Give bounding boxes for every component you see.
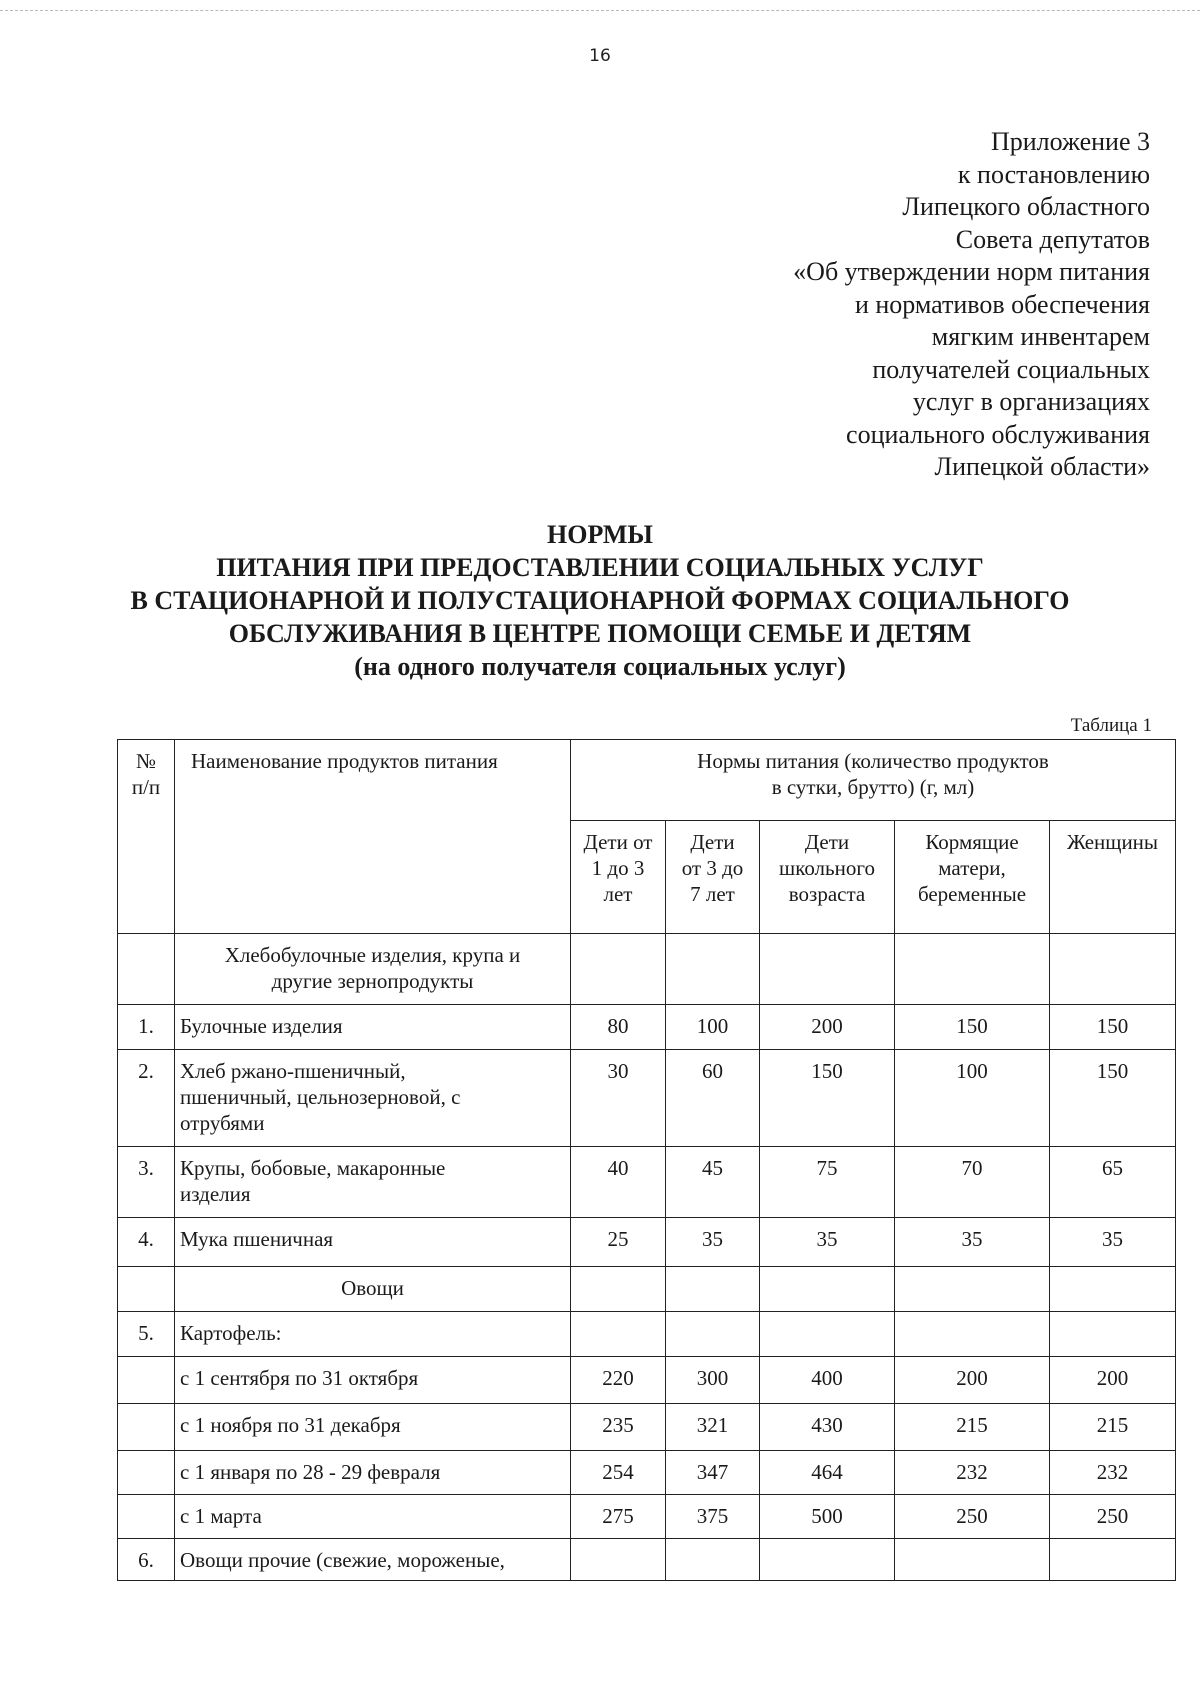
table-row [118,1218,1176,1267]
norm-value [760,1267,895,1312]
norm-value: 35 [666,1218,760,1267]
appendix-line: Совета депутатов [955,224,1150,254]
norm-value [1050,1312,1176,1357]
group-header-cell [1050,821,1176,934]
product-name [175,1495,571,1539]
norm-value: 150 [760,1050,895,1147]
norm-value [571,1312,666,1357]
norm-value: 45 [666,1147,760,1218]
product-name-line: Хлеб ржано-пшеничный, [180,1059,406,1083]
norm-value: 300 [666,1357,760,1404]
group-header-line: Женщины [1066,830,1159,854]
norm-value: 321 [666,1404,760,1451]
row-number [118,1495,175,1539]
row-number [118,1267,175,1312]
group-header-cell [760,821,895,934]
table-row [118,1404,1176,1451]
row-number: 5. [118,1312,175,1357]
document-title [0,518,1200,683]
norm-value: 35 [1050,1218,1176,1267]
norm-value: 60 [666,1050,760,1147]
title-line: (на одного получателя социальных услуг) [354,652,846,681]
norm-value: 235 [571,1404,666,1451]
product-name-line: с 1 ноября по 31 декабря [180,1413,401,1437]
table-row [118,1357,1176,1404]
appendix-line: Липецкого областного [902,192,1150,221]
product-name-line: другие зернопродукты [271,969,474,993]
group-header-line: Дети [804,830,850,854]
table-row [118,1312,1176,1357]
table-row [118,1495,1176,1539]
table-label: Таблица 1 [1070,715,1152,736]
appendix-line: Липецкой области» [934,452,1150,481]
norm-value: 215 [1050,1404,1176,1451]
header-norms [571,740,1176,821]
row-number [118,1451,175,1495]
appendix-line: услуг в организациях [912,387,1150,416]
norm-value: 215 [895,1404,1050,1451]
norm-value: 35 [895,1218,1050,1267]
norm-value: 200 [760,1005,895,1050]
norm-value: 150 [895,1005,1050,1050]
product-name-line: Картофель: [180,1321,282,1345]
product-name [175,1050,571,1147]
section-heading [175,1267,571,1312]
group-header-line: Дети от [583,830,653,854]
table-row [118,1005,1176,1050]
appendix-line: Приложение 3 [990,127,1150,156]
norm-value [895,1539,1050,1581]
product-name [175,1539,571,1581]
product-name-line: отрубями [180,1111,265,1135]
norm-value: 232 [895,1451,1050,1495]
group-header-line: Дети [690,830,735,854]
group-header-line: от 3 до [681,856,744,880]
norm-value [895,934,1050,1005]
product-name-line: Крупы, бобовые, макаронные [180,1156,446,1180]
group-header-line: 7 лет [690,882,735,906]
norm-value [895,1267,1050,1312]
norm-value [895,1312,1050,1357]
header-number-line-1: № [135,749,157,773]
row-number [118,934,175,1005]
norm-value [760,1539,895,1581]
group-header-line: матери, [938,856,1006,880]
appendix-line: и нормативов обеспечения [854,289,1150,319]
product-name-line: с 1 сентября по 31 октября [180,1366,419,1390]
appendix-line: к постановлению [957,159,1150,189]
norm-value [571,934,666,1005]
norm-value: 40 [571,1147,666,1218]
norm-value: 232 [1050,1451,1176,1495]
norm-value [1050,1267,1176,1312]
product-name [175,1312,571,1357]
norm-value: 400 [760,1357,895,1404]
table-row [118,1539,1176,1581]
appendix-line: получателей социальных [872,354,1150,384]
norm-value: 80 [571,1005,666,1050]
norm-value: 500 [760,1495,895,1539]
norm-value [760,1312,895,1357]
product-name-line: Булочные изделия [180,1014,343,1038]
group-header-line: возраста [788,882,866,906]
row-number [118,1404,175,1451]
group-header-line: Кормящие [925,830,1019,854]
norm-value: 70 [895,1147,1050,1218]
product-name-line: Овощи прочие (свежие, мороженые, [180,1548,505,1572]
product-name-line: изделия [180,1182,251,1206]
norm-value: 100 [895,1050,1050,1147]
norm-value: 150 [1050,1050,1176,1147]
group-header-cell [666,821,760,934]
row-number [118,1357,175,1404]
group-header-line: школьного [779,856,875,880]
product-name [175,1005,571,1050]
product-name-line: с 1 января по 28 - 29 февраля [180,1460,441,1484]
norm-value: 100 [666,1005,760,1050]
row-number: 1. [118,1005,175,1050]
table-row [118,934,1176,1005]
product-name-line: пшеничный, цельнозерновой, с [180,1085,461,1109]
norm-value: 220 [571,1357,666,1404]
product-name [175,1357,571,1404]
page-top-border [0,10,1200,11]
product-name [175,1218,571,1267]
norm-value: 250 [1050,1495,1176,1539]
product-name-line: Хлебобулочные изделия, крупа и [224,943,521,967]
title-line: ОБСЛУЖИВАНИЯ В ЦЕНТРЕ ПОМОЩИ СЕМЬЕ И ДЕТЯМ [228,619,972,648]
norm-value: 430 [760,1404,895,1451]
group-header-cell [895,821,1050,934]
norm-value: 65 [1050,1147,1176,1218]
norm-value: 30 [571,1050,666,1147]
group-header-cell [571,821,666,934]
title-line: НОРМЫ [547,520,653,549]
norm-value: 75 [760,1147,895,1218]
norm-value [1050,934,1176,1005]
appendix-line: социального обслуживания [846,419,1150,449]
table-row [118,1267,1176,1312]
norm-value: 150 [1050,1005,1176,1050]
group-header-line: 1 до 3 [591,856,645,880]
norm-value [666,1312,760,1357]
header-norms-line-2: в сутки, брутто) (г, мл) [771,775,975,799]
norm-value [666,1539,760,1581]
title-line: ПИТАНИЯ ПРИ ПРЕДОСТАВЛЕНИИ СОЦИАЛЬНЫХ УСЛУГ [216,553,984,582]
appendix-reference [793,126,1150,484]
norm-value: 347 [666,1451,760,1495]
title-line: В СТАЦИОНАРНОЙ И ПОЛУСТАЦИОНАРНОЙ ФОРМАХ СОЦИАЛЬНОГО [130,586,1070,615]
norm-value: 254 [571,1451,666,1495]
norm-value [760,934,895,1005]
norm-value: 35 [760,1218,895,1267]
product-name [175,1147,571,1218]
norm-value: 25 [571,1218,666,1267]
row-number: 3. [118,1147,175,1218]
norm-value [1050,1539,1176,1581]
row-number: 4. [118,1218,175,1267]
norm-value [571,1267,666,1312]
norm-value [666,934,760,1005]
table-row [118,1451,1176,1495]
header-product-name: Наименование продуктов питания [175,740,571,934]
norm-value [666,1267,760,1312]
appendix-line: «Об утверждении норм питания [793,257,1150,286]
row-number: 2. [118,1050,175,1147]
product-name [175,1404,571,1451]
product-name-line: Мука пшеничная [180,1227,334,1251]
header-norms-line-1: Нормы питания (количество продуктов [697,749,1049,773]
appendix-line: мягким инвентарем [931,322,1150,351]
group-header-line: лет [603,882,633,906]
norm-value: 464 [760,1451,895,1495]
page-number: 16 [589,46,611,66]
norm-value: 200 [1050,1357,1176,1404]
product-name-line: с 1 марта [180,1504,262,1528]
table-row [118,1147,1176,1218]
row-number: 6. [118,1539,175,1581]
norm-value [571,1539,666,1581]
norm-value: 375 [666,1495,760,1539]
product-name [175,1451,571,1495]
norm-value: 200 [895,1357,1050,1404]
table-row [118,1050,1176,1147]
nutrition-norms-table [117,739,1176,1581]
header-number-line-2: п/п [131,775,161,799]
group-header-line: беременные [917,882,1027,906]
product-name-line: Овощи [341,1276,404,1300]
norm-value: 250 [895,1495,1050,1539]
section-heading [175,934,571,1005]
norm-value: 275 [571,1495,666,1539]
header-number-cell [118,740,175,934]
